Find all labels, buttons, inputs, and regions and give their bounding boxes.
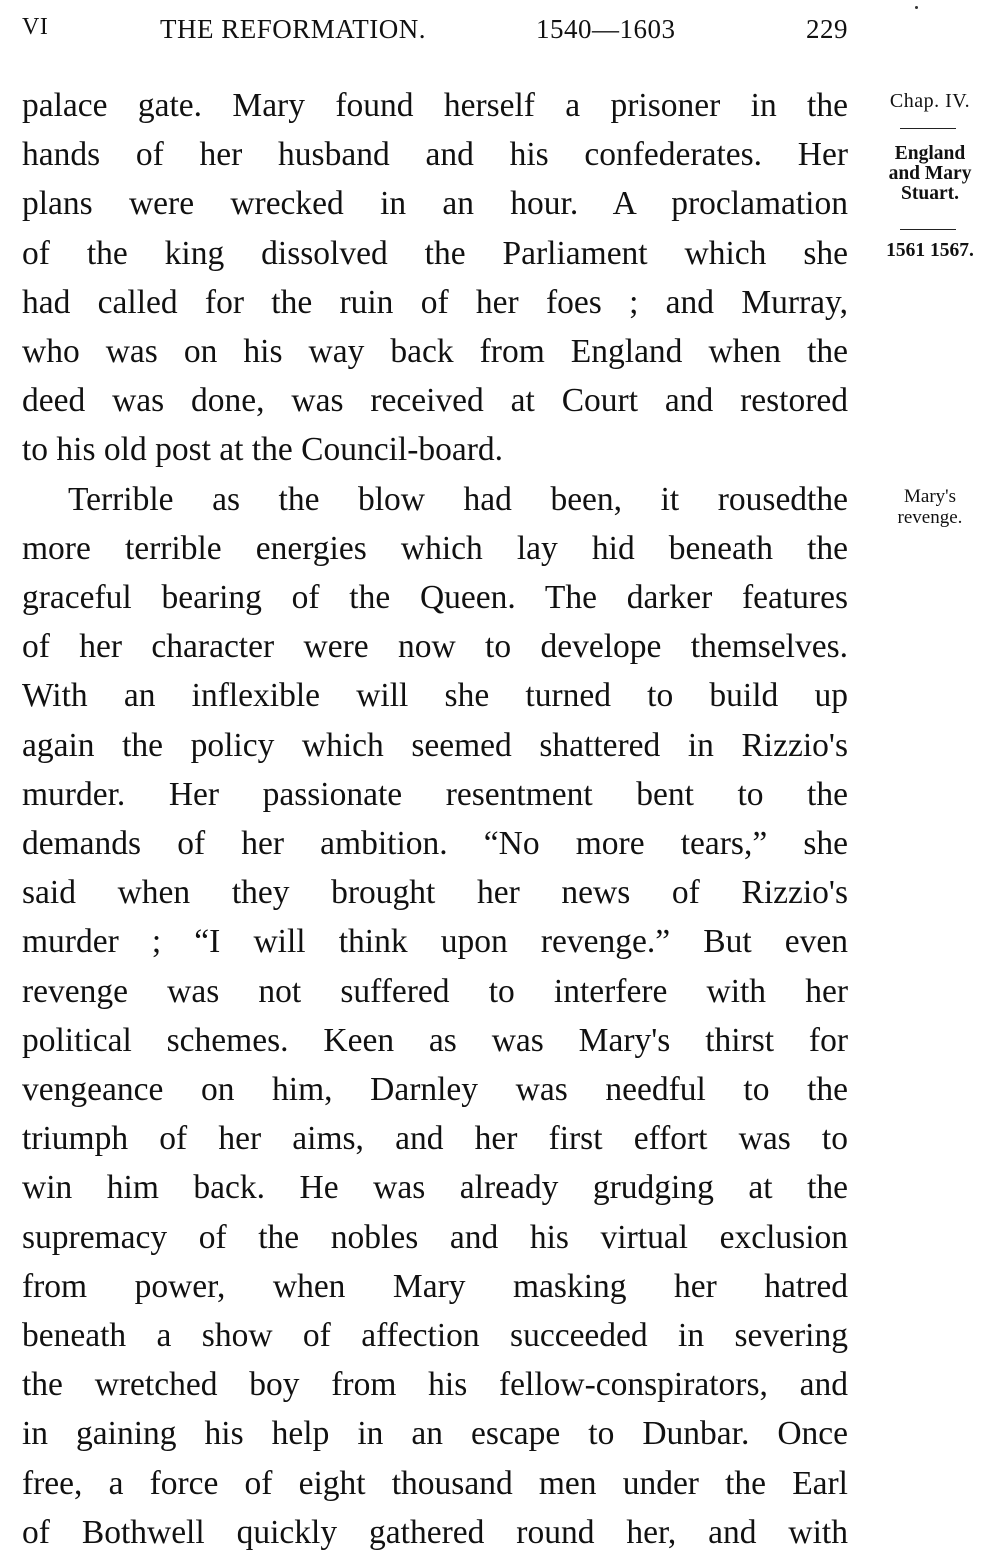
section-number: VI xyxy=(22,14,49,40)
text-line: supremacy of the nobles and his virtual exclusion xyxy=(22,1218,848,1256)
text-line: free, a force of eight thousand men under the Earl xyxy=(22,1464,848,1502)
revenge-sidenote xyxy=(866,486,994,528)
topic-line: and Mary xyxy=(888,163,972,184)
text-line: plans were wrecked in an hour. A proclamation xyxy=(22,185,848,223)
text-line: palace gate. Mary found herself a prisoner in the xyxy=(22,87,848,124)
text-line: With an inflexible will she turned to build up xyxy=(22,677,848,715)
text-line: murder. Her passionate resentment bent to the xyxy=(22,775,848,813)
topic-line: England xyxy=(894,143,966,164)
page-number: 229 xyxy=(806,14,848,44)
text-line: deed was done, was received at Court and restored xyxy=(22,382,848,420)
running-title: THE REFORMATION. xyxy=(160,14,427,44)
stray-ink-dot xyxy=(915,6,918,9)
text-line: again the policy which seemed shattered in Rizzio's xyxy=(22,726,848,764)
text-line: hands of her husband and his confederates. Her xyxy=(22,136,848,174)
text-line: of the king dissolved the Parliament which she xyxy=(22,234,848,272)
text-line: beneath a show of affection succeeded in severing xyxy=(22,1317,848,1355)
paragraph-1 xyxy=(22,81,848,475)
text-line: of her character were now to develope themselves. xyxy=(22,628,848,666)
running-head xyxy=(22,14,848,50)
topic-sidenote xyxy=(866,144,994,204)
running-dates: 1540—1603 xyxy=(536,14,676,44)
text-line: win him back. He was already grudging at the xyxy=(22,1169,848,1207)
text-line: murder ; “I will think upon revenge.” But even xyxy=(22,923,848,961)
text-line: revenge was not suffered to interfere with her xyxy=(22,972,848,1010)
text-line: more terrible energies which lay hid beneath the xyxy=(22,529,848,567)
text-line: said when they brought her news of Rizzio's xyxy=(22,874,848,912)
text-line: Terrible as the blow had been, it rousedthe xyxy=(68,480,848,518)
text-line: graceful bearing of the Queen. The darker features xyxy=(22,579,848,617)
text-line: the wretched boy from his fellow-conspirators, and xyxy=(22,1366,848,1404)
text-line: had called for the ruin of her foes ; and Murray, xyxy=(22,283,848,321)
text-line: in gaining his help in an escape to Dunbar. Once xyxy=(22,1415,848,1453)
revenge-line: Mary's xyxy=(904,486,956,507)
sidenote-rule xyxy=(900,229,956,230)
text-line: demands of her ambition. “No more tears,” she xyxy=(22,825,848,863)
topic-line: Stuart. xyxy=(901,183,959,204)
body-text xyxy=(22,81,848,1557)
text-line: from power, when Mary masking her hatred xyxy=(22,1267,848,1305)
text-line: to his old post at the Council-board. xyxy=(22,431,504,469)
text-line: who was on his way back from England when the xyxy=(22,333,848,371)
text-line: triumph of her aims, and her first effort was to xyxy=(22,1120,848,1158)
revenge-line: revenge. xyxy=(897,507,963,528)
years-sidenote: 1561 1567. xyxy=(886,240,974,261)
text-line: political schemes. Keen as was Mary's thirst for xyxy=(22,1021,848,1059)
text-line: of Bothwell quickly gathered round her, and with xyxy=(22,1513,848,1551)
text-line: vengeance on him, Darnley was needful to the xyxy=(22,1071,848,1109)
sidenote-rule xyxy=(900,128,956,129)
chapter-sidenote: Chap. IV. xyxy=(889,90,971,112)
paragraph-2 xyxy=(22,475,848,1557)
